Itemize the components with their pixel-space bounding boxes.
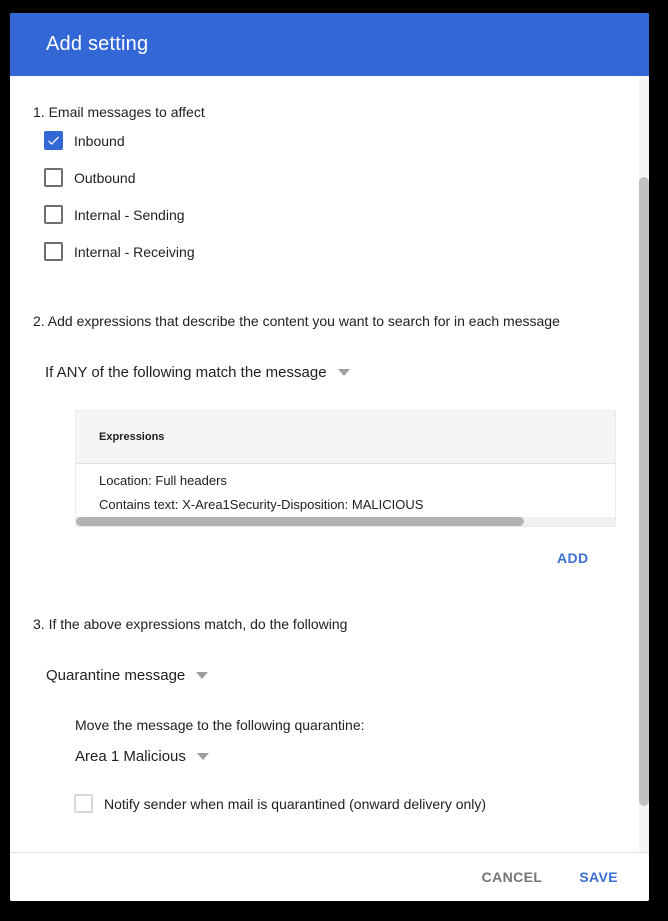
checkmark-icon	[46, 133, 61, 148]
chevron-down-icon	[197, 753, 209, 760]
expressions-table-body	[76, 464, 615, 517]
checkbox-internal-sending-box[interactable]	[44, 205, 63, 224]
section-3-label: 3. If the above expressions match, do the following	[33, 616, 348, 632]
quarantine-select-dropdown-value: Area 1 Malicious	[75, 748, 186, 765]
checkbox-internal-sending[interactable]	[44, 205, 185, 224]
dialog-footer	[10, 852, 649, 901]
quarantine-move-label: Move the message to the following quarantine:	[75, 717, 365, 733]
checkbox-inbound-label: Inbound	[74, 132, 125, 149]
vertical-scrollbar-thumb[interactable]	[639, 177, 649, 806]
checkbox-outbound[interactable]	[44, 168, 136, 187]
add-setting-dialog	[10, 13, 649, 901]
checkbox-internal-sending-label: Internal - Sending	[74, 206, 185, 223]
horizontal-scrollbar-thumb[interactable]	[76, 517, 524, 526]
checkbox-notify-sender-label: Notify sender when mail is quarantined (onward delivery only)	[104, 795, 487, 812]
quarantine-select-dropdown[interactable]	[75, 748, 209, 765]
checkbox-internal-receiving[interactable]	[44, 242, 195, 261]
chevron-down-icon	[196, 672, 208, 679]
match-type-dropdown[interactable]	[45, 364, 350, 381]
checkbox-outbound-label: Outbound	[74, 169, 136, 186]
vertical-scrollbar[interactable]	[639, 76, 649, 852]
checkbox-inbound-box[interactable]	[44, 131, 63, 150]
checkbox-internal-receiving-box[interactable]	[44, 242, 63, 261]
checkbox-outbound-box[interactable]	[44, 168, 63, 187]
cancel-button[interactable]: CANCEL	[480, 865, 545, 889]
checkbox-internal-receiving-label: Internal - Receiving	[74, 243, 195, 260]
action-dropdown-value: Quarantine message	[46, 667, 186, 684]
expression-row[interactable]: Contains text: X-Area1Security-Disposition: MALICIOUS	[99, 497, 424, 512]
save-button[interactable]: SAVE	[577, 865, 620, 889]
checkbox-notify-sender-box[interactable]	[74, 794, 93, 813]
match-type-dropdown-value: If ANY of the following match the message	[45, 364, 327, 381]
section-2-label: 2. Add expressions that describe the content you want to search for in each message	[33, 313, 560, 329]
checkbox-notify-sender[interactable]	[74, 794, 486, 813]
chevron-down-icon	[338, 369, 350, 376]
section-1-label: 1. Email messages to affect	[33, 104, 205, 120]
expressions-table-header: Expressions	[76, 411, 615, 464]
page-title: Add setting	[46, 33, 149, 55]
expression-row[interactable]: Location: Full headers	[99, 473, 227, 488]
horizontal-scrollbar[interactable]	[76, 517, 615, 526]
checkbox-inbound[interactable]	[44, 131, 125, 150]
action-dropdown[interactable]	[46, 667, 208, 684]
add-expression-button[interactable]: ADD	[557, 550, 589, 566]
expressions-table	[75, 410, 616, 527]
dialog-header	[10, 13, 649, 76]
